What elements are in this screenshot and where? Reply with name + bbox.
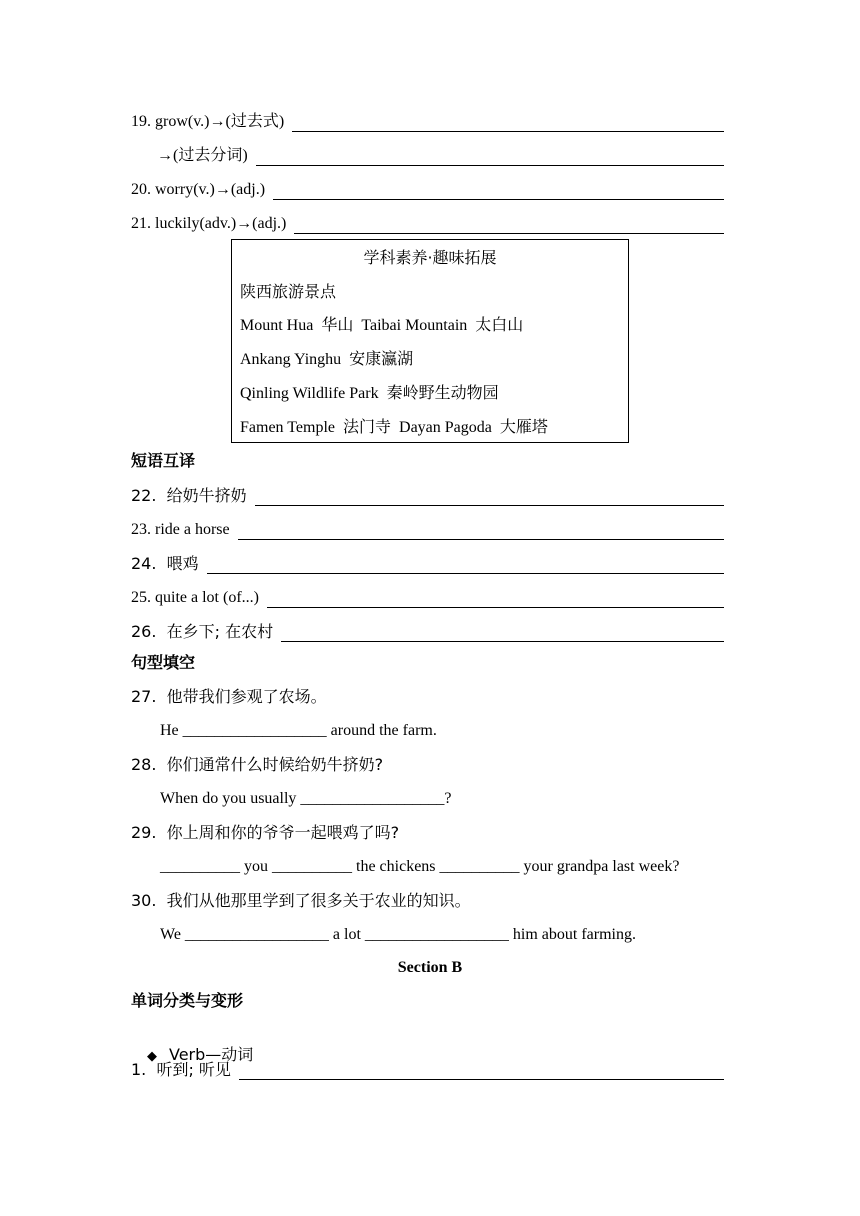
sentence-heading: 句型填空 <box>131 653 196 672</box>
answer-blank[interactable] <box>207 555 724 574</box>
item-label: 1. 听到; 听见 <box>131 1060 231 1079</box>
box-line: Qinling Wildlife Park 秦岭野生动物园 <box>240 385 499 402</box>
item-26 <box>131 618 724 642</box>
question-29: 29. 你上周和你的爷爷一起喂鸡了吗? <box>131 823 400 842</box>
item-label: 19. grow(v.)→(过去式) <box>131 113 285 130</box>
item-label: 21. luckily(adv.)→(adj.) <box>131 215 287 232</box>
diamond-bullet-icon: ◆ <box>147 1048 157 1063</box>
sentence-27[interactable]: He __________________ around the farm. <box>160 722 437 739</box>
sentence-30[interactable]: We __________________ a lot __________________ him about farming. <box>160 926 636 943</box>
answer-blank[interactable] <box>281 623 724 642</box>
question-27: 27. 他带我们参观了农场。 <box>131 687 327 706</box>
answer-blank[interactable] <box>256 147 724 166</box>
item-20 <box>131 176 724 200</box>
bullet-text: Verb—动词 <box>169 1045 254 1064</box>
box-line: Ankang Yinghu 安康瀛湖 <box>240 351 414 368</box>
item-25 <box>131 584 724 608</box>
sentence-28[interactable]: When do you usually __________________? <box>160 790 452 807</box>
item-label: 24. 喂鸡 <box>131 554 199 573</box>
item-label: 25. quite a lot (of...) <box>131 589 259 606</box>
item-21 <box>131 210 724 234</box>
fun-extension-box <box>231 239 629 443</box>
item-22 <box>131 482 724 506</box>
answer-blank[interactable] <box>255 487 724 506</box>
word-classification-heading: 单词分类与变形 <box>131 991 244 1010</box>
answer-blank[interactable] <box>267 589 724 608</box>
answer-blank[interactable] <box>239 1061 724 1080</box>
item-19-past-participle <box>157 142 724 166</box>
phrase-heading: 短语互译 <box>131 451 196 470</box>
answer-blank[interactable] <box>273 181 724 200</box>
sentence-29[interactable]: __________ you __________ the chickens __________ your grandpa last week? <box>160 858 680 875</box>
item-b1 <box>131 1056 724 1080</box>
box-line: 陕西旅游景点 <box>240 282 337 301</box>
item-label: 22. 给奶牛挤奶 <box>131 486 247 505</box>
question-30: 30. 我们从他那里学到了很多关于农业的知识。 <box>131 891 471 910</box>
item-label: 20. worry(v.)→(adj.) <box>131 181 266 198</box>
item-label: 26. 在乡下; 在农村 <box>131 622 274 641</box>
item-19 <box>131 108 724 132</box>
box-line: Mount Hua 华山 Taibai Mountain 太白山 <box>240 317 524 334</box>
item-label: →(过去分词) <box>157 147 248 164</box>
question-28: 28. 你们通常什么时候给奶牛挤奶? <box>131 755 384 774</box>
item-label: 23. ride a horse <box>131 521 230 538</box>
answer-blank[interactable] <box>292 113 724 132</box>
item-23 <box>131 516 724 540</box>
item-24 <box>131 550 724 574</box>
answer-blank[interactable] <box>238 521 724 540</box>
answer-blank[interactable] <box>294 215 724 234</box>
box-line: Famen Temple 法门寺 Dayan Pagoda 大雁塔 <box>240 419 548 436</box>
box-title: 学科素养·趣味拓展 <box>363 248 497 267</box>
section-b-title: Section B <box>397 959 463 976</box>
